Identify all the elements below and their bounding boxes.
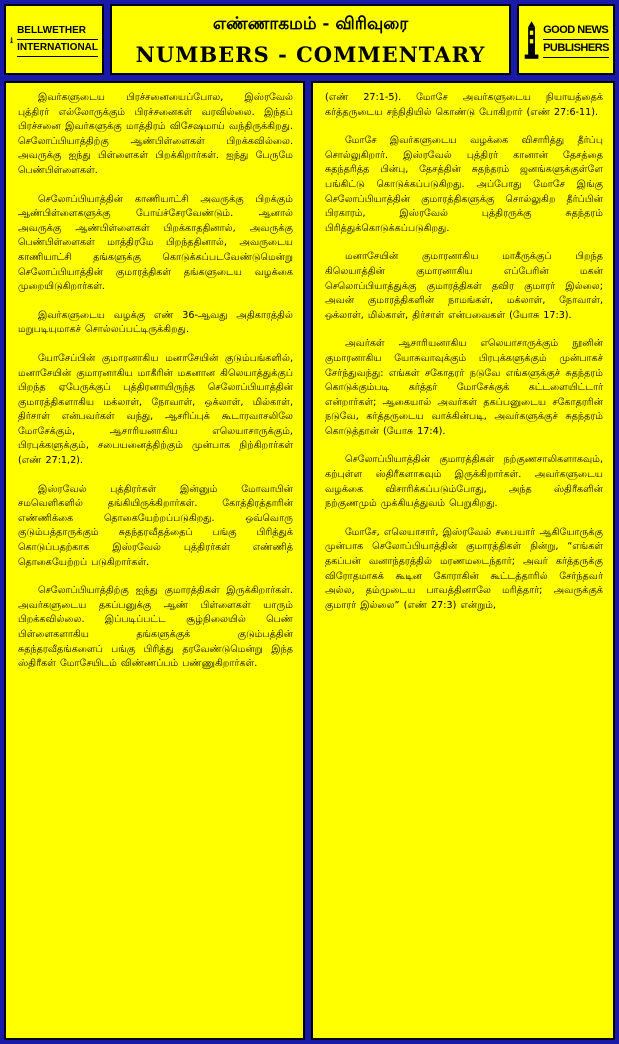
paragraph: யோசேப்பின் குமாரனாகிய மனாசேயின் குடும்பங்களில், மனாசேயின் குமாரனாகிய மாகீரின் மகனான கிலெயாத்துக்குப் பிறந்த ஏபேருக்குப் புத்திரனாயிருந்த செலோப்பியாத்தின் குமாரத்திகளாகிய மக்லாள், நோவாள், ஒக்லாள், மில்காள், திர்சாள் என்பவர்கள் வந்து, ஆசரிப்புக் கூடாரவாசலிலே மோசேக்கும், ஆசாரியனாகிய எலெயாசாருக்கும், பிரபுக்களுக்கும், சபையனைத்திற்கும் முன்பாக நிற்கிறார்கள் (எண் 27:1,2).	[18, 352, 293, 467]
paragraph: இஸ்ரவேல் புத்திரர்கள் இன்னும் மோவாபின் சமவெளிகளில் தங்கியிருக்கிறார்கள். கோத்திரத்தாரின் எண்ணிக்கை தொகையேற்றப்படுகிறது. ஒவ்வொரு குடும்பத்தாருக்கும் சுதந்தரவீதத்தைப் பங்கு பிரித்துக் கொடுப்பதற்காக இஸ்ரவேல் புத்திரர்கள் எண்ணித் தொகையேற்றப் படுகிறார்கள்.	[18, 483, 293, 568]
commentary-column-left	[4, 81, 305, 1040]
right-logo-line2: PUBLISHERS	[543, 40, 609, 58]
publisher-logo-left	[4, 4, 104, 75]
paragraph: செலோப்பியாத்தின் குமாரத்திகள் நற்குணசாலிகளாகவும், கற்புள்ள ஸ்திரீகளாகவும் இருக்கிறார்கள். அவர்களுடைய வழக்கை விசாரிக்கப்படும்போது, அந்த ஸ்திரீகளின் நற்குணமும் முக்கியத்துவம் பெறுகிறது.	[325, 454, 603, 510]
paragraph: மோசே, எலெயாசார், இஸ்ரவேல் சபையார் ஆகியோருக்கு முன்பாக செலோப்பியாத்தின் குமாரத்திகள் நின்று, “எங்கள் தகப்பன் வனாந்தரத்தில் மரணமடைந்தார்; அவர் கர்த்தருக்கு விரோதமாகக் கூடின கோராகின் கூட்டத்தாரில் சேர்ந்தவர் அல்ல, தம்முடைய பாவத்தினாலே மரித்தார்; அவருக்குக் குமாரர் இல்லை” (எண் 27:3) என்றும்,	[325, 526, 603, 611]
header-title-box	[110, 4, 511, 75]
title-tamil: எண்ணாகமம் - விரிவுரை	[212, 14, 409, 34]
title-english: NUMBERS - COMMENTARY	[135, 42, 486, 67]
left-logo-line2: INTERNATIONAL	[17, 40, 98, 57]
paragraph: செலோப்பியாத்திற்கு ஐந்து குமாரத்திகள் இருக்கிறார்கள். அவர்களுடைய தகப்பனுக்கு ஆண் பிள்ளைகள் யாரும் பிறக்கவில்லை. இப்படிப்பட்ட சூழ்நிலையில் பெண் பிள்ளைகளாகிய தங்களுக்குக் குடும்பத்தின் சுதந்தரவீதங்களைப் பங்கு பிரித்து தரவேண்டுமென்று இந்த ஸ்திரீகள் மோசேயிடம் விண்ணப்பம் பண்ணுகிறார்கள்.	[18, 585, 293, 670]
bellwether-tower-icon	[10, 17, 13, 63]
left-logo-text	[17, 23, 98, 57]
paragraph: (எண் 27:1-5). மோசே அவர்களுடைய நியாயத்தைக் கர்த்தருடைய சந்நிதியில் கொண்டு போகிறார் (எண் 27:6-11).	[325, 92, 603, 118]
publisher-logo-right	[517, 4, 615, 75]
tower-icon	[523, 17, 540, 63]
paragraph: செலோப்பியாத்தின் காணியாட்சி அவருக்கு பிறக்கும் ஆண்பிள்ளைகளுக்கு போய்ச்சேரவேண்டும். ஆனால் அவருக்கு ஆண்பிள்ளைகள் பிறக்காததினால், அவருக்கு பெண்பிள்ளைகள் மாத்திரமே பிறந்ததினால், அவருடைய காணியாட்சி தங்களுக்கு கொடுக்கப்படவேண்டுமென்று செலோப்பியாத்தின் குமாரத்திகள் தங்களுடைய வழக்கை முறையிடுகிறார்கள்.	[18, 193, 293, 293]
right-logo-text	[543, 22, 609, 58]
paragraph: இவர்களுடைய வழக்கு எண் 36-ஆவது அதிகாரத்தில் மறுபடியுமாகச் சொல்லப்பட்டிருக்கிறது.	[18, 309, 293, 336]
commentary-column-right	[311, 81, 615, 1040]
right-logo-line1: GOOD NEWS	[543, 22, 609, 40]
paragraph: இவர்களுடைய பிரச்சனையைப்போல, இஸ்ரவேல் புத்திரர் எல்லோருக்கும் பிரச்சனைகள் வரவில்லை. இந்தப் பிரச்சனை இவர்களுக்கு மாத்திரம் விசேஷமாய் வந்திருக்கிறது. செலோப்பியாத்திற்கு ஆண்பிள்ளைகள் பிறக்கவில்லை. அவருக்கு ஐந்து பிள்ளைகள் பிறக்கிறார்கள். ஐந்து பேருமே பெண்பிள்ளைகள்.	[18, 92, 293, 176]
paragraph: அவர்கள் ஆசாரியனாகிய எலெயாசாருக்கும் நூனின் குமாரனாகிய யோசுவாவுக்கும் பிரபுக்களுக்கும் முன்பாகச் சேர்ந்துவந்து: எங்கள் சகோதரர் நடுவே எங்களுக்குச் சுதந்தரம் கொடுக்கும்படி கர்த்தர் மோசேக்குக் கட்டளையிட்டார் என்றார்கள்; ஆகையால் அவர்கள் தகப்பனுடைய சகோதரரின் நடுவே, கர்த்தருடைய வாக்கின்படி, அவர்களுக்குச் சுதந்தரம் கொடுத்தான் (யோசு 17:4).	[325, 338, 603, 437]
paragraph: மனாசேயின் குமாரனாகிய மாகீருக்குப் பிறந்த கிலெயாத்தின் குமாரனாகிய எப்பேரின் மகன் செலொப்பியாத்துக்கு குமாரத்திகள் தவிர குமாரர் இல்லை; அவன் குமாரத்திகளின் நாமங்கள், மக்லாள், நோவாள், ஒக்லாள், மில்காள், திர்சாள் என்பவைகள் (யோசு 17:3).	[325, 251, 603, 321]
left-logo-line1: BELLWETHER	[17, 23, 98, 40]
paragraph: மோசே இவர்களுடைய வழக்கை விசாரித்து தீர்ப்பு சொல்லுகிறார். இஸ்ரவேல் புத்திரர் கானான் தேசத்தை சுதந்தரித்த பின்பு, தேசத்தின் சுதந்தரம் ஜனங்களுக்குள்ளே பங்கிட்டு கொடுக்கப்படுகிறது. அப்போது மோசே இங்கு செலோப்பியாத்தின் குமாரத்திகளுக்கு சொல்லுகிற தீர்ப்பின் பிரகாரம், இஸ்ரவேல் புத்திரருக்கு சுதந்தரம் பிரித்துக்கொடுக்கப்படுகிறது.	[325, 135, 603, 234]
